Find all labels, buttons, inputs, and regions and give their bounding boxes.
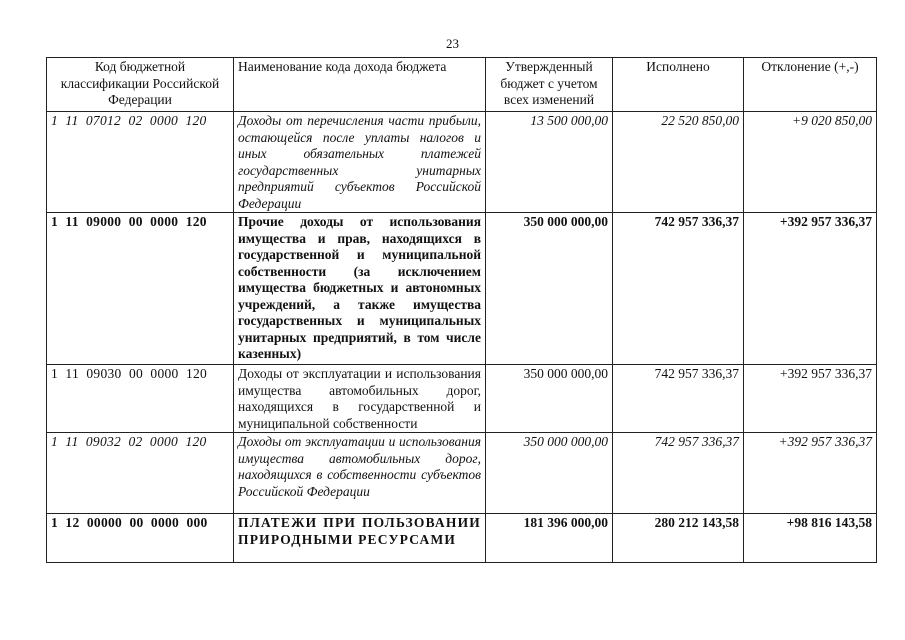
row-code: 1 12 00000 00 0000 000	[47, 514, 234, 563]
header-name: Наименование кода дохода бюджета	[234, 58, 486, 112]
row-code: 1 11 09030 00 0000 120	[47, 365, 234, 433]
table-row	[47, 433, 877, 514]
table-row	[47, 514, 877, 563]
header-approved: Утвержденный бюджет с учетом всех изменений	[486, 58, 613, 112]
row-deviation: +98 816 143,58	[744, 514, 877, 563]
row-approved: 13 500 000,00	[486, 112, 613, 213]
row-name: Доходы от перечисления части прибыли, остающейся после уплаты налогов и иных обязательных платежей государственных унитарных предприятий субъектов Российской Федерации	[234, 112, 486, 213]
row-code: 1 11 07012 02 0000 120	[47, 112, 234, 213]
row-executed: 742 957 336,37	[613, 433, 744, 514]
header-executed: Исполнено	[613, 58, 744, 112]
row-code: 1 11 09032 02 0000 120	[47, 433, 234, 514]
table-row	[47, 365, 877, 433]
row-deviation: +392 957 336,37	[744, 365, 877, 433]
row-code: 1 11 09000 00 0000 120	[47, 213, 234, 365]
row-name: Доходы от эксплуатации и использования имущества автомобильных дорог, находящихся в собственности субъектов Российской Федерации	[234, 433, 486, 514]
table-header-row	[47, 58, 877, 112]
row-approved: 350 000 000,00	[486, 365, 613, 433]
row-deviation: +9 020 850,00	[744, 112, 877, 213]
header-code: Код бюджетной классификации Российской Федерации	[47, 58, 234, 112]
row-name: Доходы от эксплуатации и использования имущества автомобильных дорог, находящихся в государственной и муниципальной собственности	[234, 365, 486, 433]
row-executed: 22 520 850,00	[613, 112, 744, 213]
row-approved: 350 000 000,00	[486, 433, 613, 514]
row-deviation: +392 957 336,37	[744, 213, 877, 365]
row-executed: 742 957 336,37	[613, 365, 744, 433]
row-executed: 742 957 336,37	[613, 213, 744, 365]
table-row	[47, 213, 877, 365]
row-name: Прочие доходы от использования имущества и прав, находящихся в государственной и муниципальной собственности (за исключением имущества бюджетных и автономных учреждений, а также имущества государственных и муниципальных унитарных предприятий, в том числе казенных)	[234, 213, 486, 365]
budget-table	[46, 57, 877, 563]
page-number: 23	[446, 36, 459, 51]
header-deviation: Отклонение (+,-)	[744, 58, 877, 112]
row-approved: 350 000 000,00	[486, 213, 613, 365]
row-name: ПЛАТЕЖИ ПРИ ПОЛЬЗОВАНИИ ПРИРОДНЫМИ РЕСУРСАМИ	[234, 514, 486, 563]
row-executed: 280 212 143,58	[613, 514, 744, 563]
table-row	[47, 112, 877, 213]
row-deviation: +392 957 336,37	[744, 433, 877, 514]
row-approved: 181 396 000,00	[486, 514, 613, 563]
